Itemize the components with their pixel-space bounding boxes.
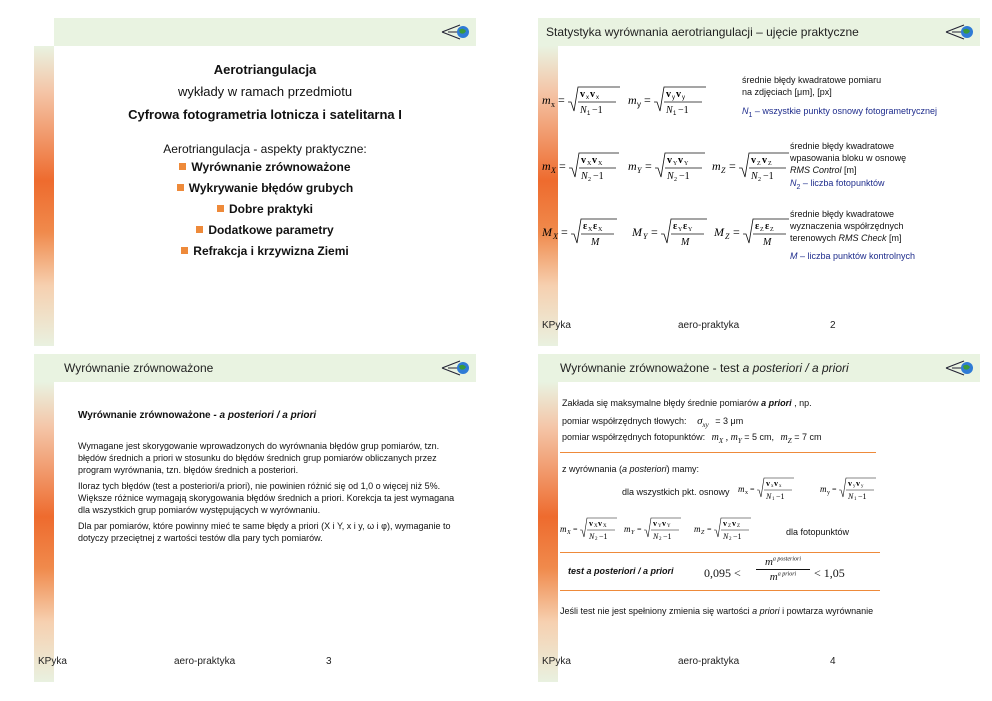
gcp-label: dla fotopunktów bbox=[786, 527, 850, 537]
svg-text:Z: Z bbox=[721, 166, 726, 175]
svg-text:v: v bbox=[581, 155, 586, 166]
svg-text:x: x bbox=[551, 100, 555, 109]
slide-3 bbox=[34, 354, 476, 684]
svg-text:Y: Y bbox=[658, 524, 662, 529]
svg-text:=: = bbox=[559, 159, 566, 173]
svg-text:M: M bbox=[591, 237, 600, 248]
svg-text:m: m bbox=[628, 159, 637, 173]
slide-header bbox=[538, 354, 980, 382]
svg-text:X: X bbox=[594, 524, 598, 529]
svg-text:m: m bbox=[712, 159, 721, 173]
svg-text:=: = bbox=[645, 159, 652, 173]
svg-text:Z: Z bbox=[725, 232, 730, 241]
logo-icon bbox=[944, 21, 974, 43]
svg-text:ε: ε bbox=[755, 221, 760, 232]
svg-text:N: N bbox=[580, 105, 587, 116]
page-number: 4 bbox=[830, 656, 836, 667]
svg-text:2: 2 bbox=[659, 537, 662, 542]
svg-text:X: X bbox=[603, 524, 607, 529]
svg-text:N: N bbox=[848, 492, 854, 501]
svg-text:=: = bbox=[750, 485, 755, 494]
photo-coords-line: pomiar współrzędnych tłowych: $\sigma_{xy} = 3$ μm bbox=[562, 415, 744, 430]
svg-text:=: = bbox=[637, 525, 642, 534]
svg-text:v: v bbox=[751, 155, 756, 166]
footer-topic: aero-praktyka bbox=[678, 656, 740, 667]
side-gradient-bar bbox=[538, 382, 558, 682]
paragraph-3: Dla par pomiarów, które powinny mieć te same błędy a priori (X i Y, x i y, ω i φ), wymaganie to dotyczy przeciętnej z wartości testów dla pary tych pomiarów. bbox=[78, 521, 451, 543]
svg-text:−1: −1 bbox=[763, 171, 774, 182]
svg-text:2: 2 bbox=[758, 177, 761, 183]
svg-text:Y: Y bbox=[678, 227, 683, 233]
bullet-item: Dodatkowe parametry bbox=[54, 223, 476, 237]
svg-text:X: X bbox=[598, 227, 603, 233]
formula-mx-my-posteriori bbox=[738, 474, 888, 506]
slide-header bbox=[54, 18, 476, 46]
svg-text:M: M bbox=[763, 237, 772, 248]
formula-MX-MY-MZ bbox=[542, 214, 782, 254]
svg-text:X: X bbox=[598, 161, 603, 167]
svg-text:−1: −1 bbox=[733, 532, 742, 541]
svg-text:2: 2 bbox=[595, 537, 598, 542]
svg-text:N: N bbox=[581, 171, 588, 182]
svg-text:m: m bbox=[560, 524, 567, 534]
svg-text:m: m bbox=[820, 484, 827, 494]
test-label: test a posteriori / a priori bbox=[568, 566, 674, 576]
row2-description: średnie błędy kwadratowe wpasowania bloku w osnowę RMS Control [m] bbox=[790, 141, 907, 175]
svg-text:X: X bbox=[553, 232, 558, 241]
paragraph-1: Wymagane jest skorygowanie wprowadzonych do wyrównania błędów grup pomiarów, tzn. błędów średnich a priori w stosunku do błędów średnich grup pomiarów obliczanych przez program wyrównania, tzn. błędów średnich a posteriori. bbox=[78, 441, 440, 475]
svg-text:X: X bbox=[587, 161, 592, 167]
svg-text:X: X bbox=[567, 530, 571, 536]
footer-author: KPyka bbox=[38, 656, 67, 667]
separator-line bbox=[560, 552, 880, 553]
separator-line bbox=[560, 590, 880, 591]
bullet-icon bbox=[181, 247, 188, 254]
svg-text:x: x bbox=[586, 95, 589, 101]
svg-text:x: x bbox=[779, 484, 782, 489]
svg-text:Z: Z bbox=[768, 161, 772, 167]
svg-text:v: v bbox=[676, 89, 681, 100]
svg-text:ε: ε bbox=[593, 221, 598, 232]
slide-title: Wyrównanie zrównoważone bbox=[64, 361, 214, 375]
svg-text:v: v bbox=[580, 89, 585, 100]
svg-text:y: y bbox=[853, 484, 856, 489]
svg-text:−1: −1 bbox=[593, 171, 604, 182]
svg-text:−1: −1 bbox=[678, 105, 689, 116]
svg-text:Z: Z bbox=[770, 227, 774, 233]
svg-text:v: v bbox=[592, 155, 597, 166]
svg-text:v: v bbox=[667, 155, 672, 166]
slide-title: Statystyka wyrównania aerotriangulacji – ujęcie praktyczne bbox=[546, 25, 859, 39]
svg-text:ε: ε bbox=[583, 221, 588, 232]
paragraph-2: Iloraz tych błędów (test a posteriori/a priori), nie powinien różnić się od 1,0 o więcej niż 5%. Większe różnice wymagają skorygowania błędów średnich a priori. Korekcja ta jest wymagana dla wszystkich grup pomiarów występujących w wyrównaniu. bbox=[78, 481, 455, 515]
svg-text:=: = bbox=[733, 225, 740, 239]
deck-subtitle: wykłady w ramach przedmiotu bbox=[177, 84, 353, 99]
svg-text:v: v bbox=[590, 89, 595, 100]
svg-text:Y: Y bbox=[643, 232, 648, 241]
svg-text:N: N bbox=[751, 171, 758, 182]
svg-text:2: 2 bbox=[729, 537, 732, 542]
course-name: Cyfrowa fotogrametria lotnicza i satelitarna I bbox=[128, 107, 402, 122]
svg-text:Y: Y bbox=[673, 161, 678, 167]
svg-text:=: = bbox=[561, 225, 568, 239]
svg-text:v: v bbox=[732, 519, 736, 528]
bullet-item: Wykrywanie błędów grubych bbox=[54, 181, 476, 195]
svg-text:−1: −1 bbox=[776, 492, 785, 501]
svg-text:m: m bbox=[628, 93, 637, 107]
row1-n-definition: $N_1$ – wszystkie punkty osnowy fotogrametrycznej bbox=[742, 106, 937, 119]
slide-1 bbox=[34, 18, 476, 348]
svg-text:ε: ε bbox=[683, 221, 688, 232]
svg-text:=: = bbox=[644, 93, 651, 107]
svg-text:=: = bbox=[558, 93, 565, 107]
svg-text:v: v bbox=[598, 519, 602, 528]
svg-text:M: M bbox=[542, 225, 552, 239]
svg-text:y: y bbox=[827, 490, 830, 496]
svg-text:Y: Y bbox=[667, 524, 671, 529]
svg-text:Z: Z bbox=[737, 524, 741, 529]
logo-icon bbox=[944, 357, 974, 379]
separator-line bbox=[560, 452, 876, 453]
svg-text:Z: Z bbox=[701, 530, 705, 536]
from-adjustment-line: z wyrównania (a posteriori) mamy: bbox=[562, 464, 700, 474]
svg-text:y: y bbox=[861, 484, 864, 489]
svg-text:v: v bbox=[774, 479, 778, 488]
footer-author: KPyka bbox=[542, 320, 571, 331]
bullet-icon bbox=[217, 205, 224, 212]
formula-mX-mY-mZ bbox=[542, 148, 782, 188]
svg-text:N: N bbox=[723, 532, 729, 541]
svg-text:X: X bbox=[588, 227, 593, 233]
bullet-icon bbox=[179, 163, 186, 170]
logo-icon bbox=[440, 21, 470, 43]
bullet-item: Dobre praktyki bbox=[54, 202, 476, 216]
svg-text:Z: Z bbox=[760, 227, 764, 233]
assumption-line: Zakłada się maksymalne błędy średnie pomiarów a priori , np. bbox=[562, 398, 812, 408]
side-gradient-bar bbox=[34, 46, 54, 346]
slide-4 bbox=[538, 354, 980, 684]
svg-text:M: M bbox=[632, 225, 642, 239]
test-right-bound: < 1,05 bbox=[814, 566, 845, 580]
svg-text:=: = bbox=[707, 525, 712, 534]
svg-text:N: N bbox=[589, 532, 595, 541]
svg-text:v: v bbox=[723, 519, 727, 528]
svg-text:ε: ε bbox=[673, 221, 678, 232]
svg-text:1: 1 bbox=[854, 497, 857, 502]
conclusion-line: Jeśli test nie jest spełniony zmienia się wartości a priori i powtarza wyrównanie bbox=[560, 606, 874, 616]
svg-text:1: 1 bbox=[772, 497, 775, 502]
svg-text:Y: Y bbox=[688, 227, 693, 233]
row2-n-definition: $N_2$ – liczba fotopunktów bbox=[790, 178, 885, 191]
svg-text:y: y bbox=[637, 100, 641, 109]
side-gradient-bar bbox=[34, 382, 54, 682]
svg-text:ε: ε bbox=[765, 221, 770, 232]
svg-text:v: v bbox=[856, 479, 860, 488]
deck-title: Aerotriangulacja bbox=[213, 62, 317, 77]
svg-text:N: N bbox=[667, 171, 674, 182]
row1-description: średnie błędy kwadratowe pomiaru na zdjęciach [μm], [px] bbox=[742, 75, 882, 97]
svg-text:M: M bbox=[681, 237, 690, 248]
svg-text:Y: Y bbox=[631, 530, 635, 536]
svg-text:m: m bbox=[738, 484, 745, 494]
svg-text:v: v bbox=[762, 155, 767, 166]
slide-header bbox=[538, 18, 980, 46]
svg-text:v: v bbox=[766, 479, 770, 488]
slide-header bbox=[34, 354, 476, 382]
svg-text:Z: Z bbox=[757, 161, 761, 167]
svg-text:Z: Z bbox=[728, 524, 732, 529]
test-left-bound: 0,095 < bbox=[704, 566, 741, 580]
svg-text:v: v bbox=[662, 519, 666, 528]
svg-text:N: N bbox=[666, 105, 673, 116]
bullet-icon bbox=[177, 184, 184, 191]
page-number: 2 bbox=[830, 320, 836, 331]
section-heading: Wyrównanie zrównoważone - a posteriori / a priori bbox=[78, 410, 317, 421]
svg-text:=: = bbox=[729, 159, 736, 173]
svg-text:1: 1 bbox=[587, 111, 591, 117]
svg-text:−1: −1 bbox=[592, 105, 603, 116]
svg-text:v: v bbox=[589, 519, 593, 528]
svg-text:y: y bbox=[682, 95, 685, 101]
svg-text:v: v bbox=[848, 479, 852, 488]
svg-text:v: v bbox=[653, 519, 657, 528]
bullet-item: Wyrównanie zrównoważone bbox=[54, 160, 476, 174]
slide-2 bbox=[538, 18, 980, 348]
aspects-heading: Aerotriangulacja - aspekty praktyczne: bbox=[163, 142, 367, 156]
svg-text:m: m bbox=[624, 524, 631, 534]
svg-text:y: y bbox=[672, 95, 675, 101]
svg-text:=: = bbox=[651, 225, 658, 239]
svg-text:N: N bbox=[653, 532, 659, 541]
bullet-item: Refrakcja i krzywizna Ziemi bbox=[54, 244, 476, 258]
svg-text:−1: −1 bbox=[599, 532, 608, 541]
svg-text:m: m bbox=[542, 93, 551, 107]
svg-text:m: m bbox=[694, 524, 701, 534]
row3-description: średnie błędy kwadratowe wyznaczenia współrzędnych terenowych RMS Check [m] bbox=[790, 209, 904, 243]
svg-text:1: 1 bbox=[673, 111, 677, 117]
svg-text:−1: −1 bbox=[679, 171, 690, 182]
svg-text:=: = bbox=[573, 525, 578, 534]
svg-text:Y: Y bbox=[684, 161, 689, 167]
svg-text:M: M bbox=[714, 225, 724, 239]
formula-mx-my bbox=[542, 82, 712, 122]
svg-text:Y: Y bbox=[637, 166, 642, 175]
footer-author: KPyka bbox=[542, 656, 571, 667]
svg-text:−1: −1 bbox=[858, 492, 867, 501]
page-number: 3 bbox=[326, 656, 332, 667]
svg-text:X: X bbox=[551, 166, 556, 175]
gcp-coords-line: pomiar współrzędnych fotopunktów: $m_X$ , $m_Y = 5$ cm, $m_Z = 7$ cm bbox=[562, 432, 822, 445]
svg-text:N: N bbox=[766, 492, 772, 501]
svg-text:x: x bbox=[745, 490, 748, 496]
svg-text:x: x bbox=[771, 484, 774, 489]
svg-text:=: = bbox=[832, 485, 837, 494]
bullet-icon bbox=[196, 226, 203, 233]
formula-mX-mY-mZ-posteriori bbox=[560, 514, 780, 546]
footer-topic: aero-praktyka bbox=[678, 320, 740, 331]
row3-m-definition: M – liczba punktów kontrolnych bbox=[790, 251, 916, 261]
svg-text:2: 2 bbox=[588, 177, 591, 183]
all-points-label: dla wszystkich pkt. osnowy bbox=[622, 487, 730, 497]
svg-text:v: v bbox=[678, 155, 683, 166]
svg-text:−1: −1 bbox=[663, 532, 672, 541]
logo-icon bbox=[440, 357, 470, 379]
slide-title: Wyrównanie zrównoważone - test a posteriori / a priori bbox=[560, 361, 849, 375]
svg-text:v: v bbox=[666, 89, 671, 100]
test-ratio: $m^{a posteriori}$ $m^{a priori}$ bbox=[756, 556, 810, 583]
footer-topic: aero-praktyka bbox=[174, 656, 236, 667]
svg-text:2: 2 bbox=[674, 177, 677, 183]
svg-text:x: x bbox=[596, 95, 599, 101]
svg-text:m: m bbox=[542, 159, 551, 173]
